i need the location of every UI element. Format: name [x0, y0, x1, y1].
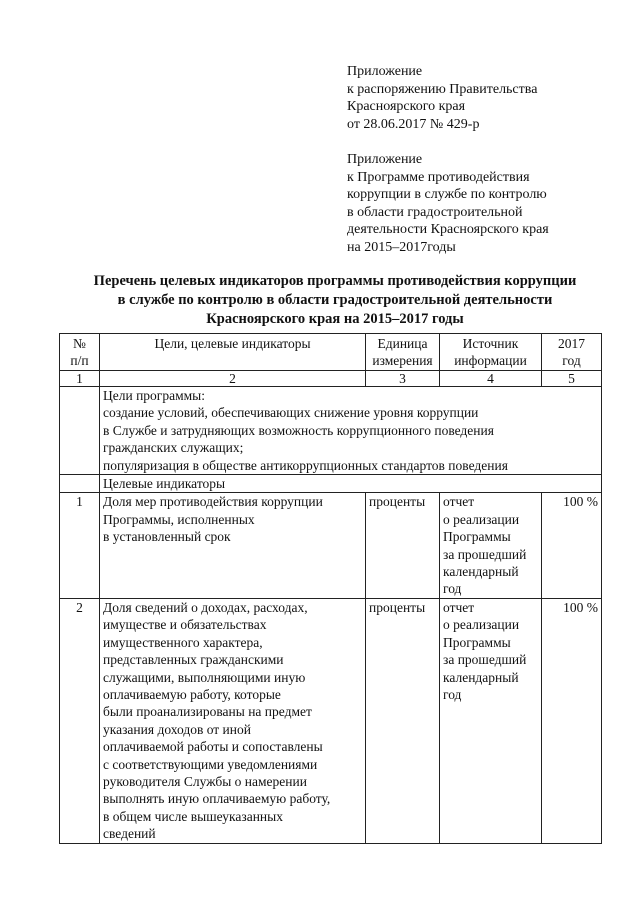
- annex-line: Приложение: [347, 64, 423, 79]
- row-text-line: Доля сведений о доходах, расходах,: [103, 599, 308, 615]
- goals-line: гражданских служащих;: [103, 440, 244, 456]
- column-number: 5: [542, 371, 602, 387]
- indicators-heading-num-cell: [60, 475, 100, 493]
- header-year-line: год: [562, 352, 581, 368]
- row-source-line: о реализации: [443, 511, 520, 527]
- header-source-line: информации: [454, 352, 527, 368]
- indicators-table: [59, 333, 602, 844]
- row-text-line: сведений: [103, 826, 156, 842]
- indicators-heading: Целевые индикаторы: [100, 475, 602, 493]
- goals-row: [60, 387, 602, 475]
- column-number: 2: [100, 371, 366, 387]
- header-num-line: №: [73, 336, 86, 351]
- goals-cell: [100, 387, 602, 475]
- table-header-row: [60, 334, 602, 371]
- row-indicator-text: [100, 598, 366, 843]
- row-text-line: имущественного характера,: [103, 634, 263, 650]
- annex-program-block: [347, 151, 607, 257]
- row-text-line: Доля мер противодействия коррупции: [103, 494, 323, 510]
- goals-num-cell: [60, 387, 100, 475]
- row-source-line: год: [443, 581, 462, 597]
- annex-line: Приложение: [347, 152, 423, 167]
- row-text-line: оплачиваемой работы и сопоставлены: [103, 739, 323, 755]
- document-title: [40, 272, 630, 329]
- row-text-line: имуществе и обязательствах: [103, 617, 267, 633]
- table-row: [60, 493, 602, 598]
- goals-line: Цели программы:: [103, 388, 205, 403]
- annex-line: в области градостроительной: [347, 204, 523, 220]
- indicators-heading-row: [60, 475, 602, 493]
- goals-line: популяризация в обществе антикоррупционных стандартов поведения: [103, 457, 508, 473]
- title-line: Красноярского края на 2015–2017 годы: [206, 311, 464, 327]
- header-source: [440, 334, 542, 371]
- column-number: 4: [440, 371, 542, 387]
- goals-line: в Службе и затрудняющих возможность коррупционного поведения: [103, 422, 494, 438]
- row-num: 1: [60, 493, 100, 598]
- header-unit: [366, 334, 440, 371]
- header-num-line: п/п: [70, 352, 89, 368]
- row-text-line: в установленный срок: [103, 529, 231, 545]
- annex-line: на 2015–2017годы: [347, 239, 456, 255]
- row-num: 2: [60, 598, 100, 843]
- row-text-line: в общем числе вышеуказанных: [103, 808, 283, 824]
- row-source-line: календарный: [443, 669, 519, 685]
- header-year: [542, 334, 602, 371]
- row-text-line: выполнять иную оплачиваемую работу,: [103, 791, 331, 807]
- row-source-line: календарный: [443, 564, 519, 580]
- row-unit: проценты: [366, 598, 440, 843]
- column-number: 1: [60, 371, 100, 387]
- goals-line: создание условий, обеспечивающих снижение уровня коррупции: [103, 405, 479, 421]
- annex-government-block: [347, 63, 607, 133]
- column-number: 3: [366, 371, 440, 387]
- row-text-line: руководителя Службы о намерении: [103, 773, 307, 789]
- row-indicator-text: [100, 493, 366, 598]
- row-text-line: с соответствующими уведомлениями: [103, 756, 318, 772]
- header-unit-line: измерения: [372, 352, 433, 368]
- row-source-line: о реализации: [443, 617, 520, 633]
- annex-line: от 28.06.2017 № 429-р: [347, 116, 480, 132]
- row-text-line: служащими, выполняющими иную: [103, 669, 306, 685]
- row-text-line: указания доходов от иной: [103, 721, 251, 737]
- row-source: [440, 493, 542, 598]
- header-year-line: 2017: [558, 336, 585, 351]
- title-line: Перечень целевых индикаторов программы противодействия коррупции: [93, 273, 577, 289]
- annex-line: Красноярского края: [347, 99, 466, 115]
- header-num: [60, 334, 100, 371]
- row-source-line: Программы: [443, 634, 511, 650]
- header-goal: Цели, целевые индикаторы: [100, 334, 366, 371]
- row-source-line: год: [443, 686, 462, 702]
- row-value: 100 %: [542, 598, 602, 843]
- annex-line: деятельности Красноярского края: [347, 222, 549, 238]
- annex-line: к распоряжению Правительства: [347, 81, 538, 97]
- title-line: в службе по контролю в области градостроительной деятельности: [117, 292, 553, 308]
- row-source-line: за прошедший: [443, 652, 527, 668]
- row-source-line: отчет: [443, 599, 475, 615]
- row-text-line: были проанализированы на предмет: [103, 704, 312, 720]
- row-source-line: отчет: [443, 494, 475, 510]
- row-source-line: Программы: [443, 529, 511, 545]
- row-text-line: представленных гражданскими: [103, 652, 284, 668]
- row-source: [440, 598, 542, 843]
- row-value: 100 %: [542, 493, 602, 598]
- header-source-line: Источник: [462, 336, 519, 351]
- row-unit: проценты: [366, 493, 440, 598]
- annex-line: коррупции в службе по контролю: [347, 187, 547, 203]
- column-number-row: [60, 371, 602, 387]
- row-text-line: оплачиваемую работу, которые: [103, 686, 281, 702]
- annex-line: к Программе противодействия: [347, 169, 530, 185]
- row-text-line: Программы, исполненных: [103, 511, 255, 527]
- header-unit-line: Единица: [377, 336, 428, 351]
- table-row: [60, 598, 602, 843]
- row-source-line: за прошедший: [443, 546, 527, 562]
